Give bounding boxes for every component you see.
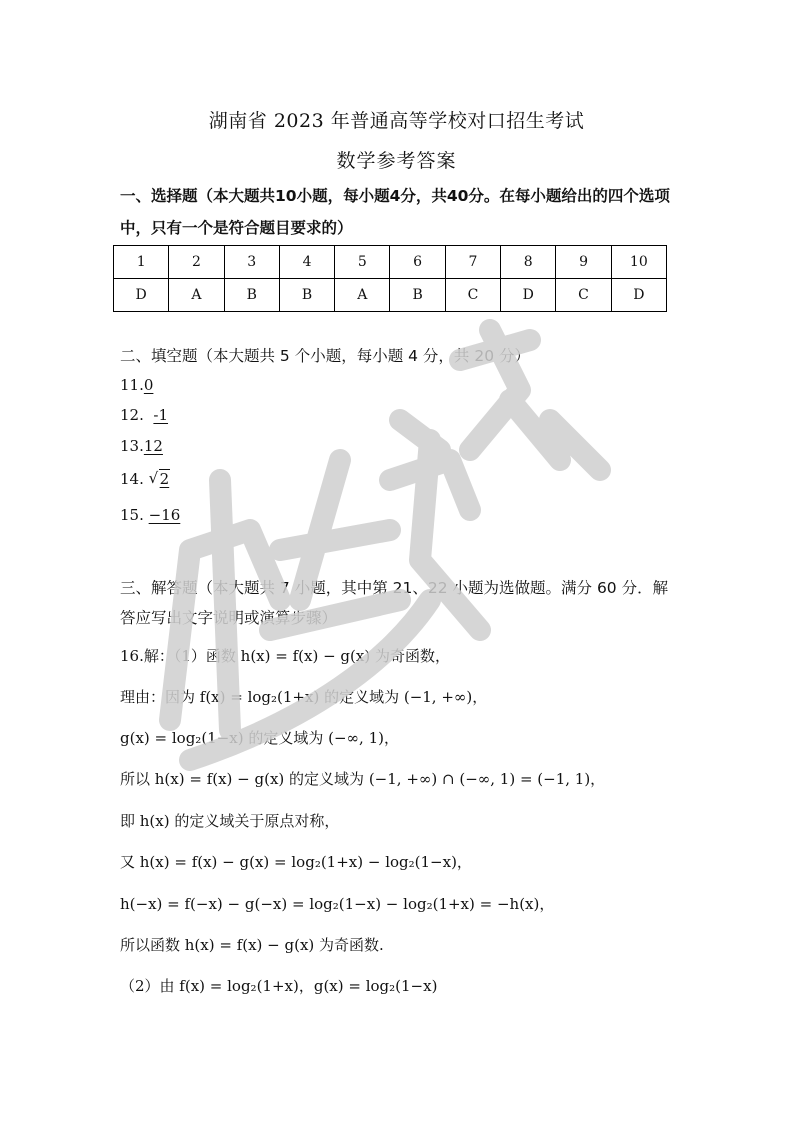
answer-cell: D: [501, 279, 556, 312]
solution-line: 又 h(x) = f(x) − g(x) = log₂(1+x) − log₂(1−x)，: [120, 853, 472, 871]
question-number-cell: 8: [501, 246, 556, 279]
watermark-calligraphy: [130, 300, 690, 780]
section3-heading-line1: 三、解答题（本大题共 7 小题，其中第 21、22 小题为选做题。满分 60 分．解: [120, 579, 669, 597]
question-number-cell: 1: [114, 246, 169, 279]
solution-line: 所以 h(x) = f(x) − g(x) 的定义域为 (−1, +∞) ∩ (−∞, 1) = (−1, 1)，: [120, 770, 606, 788]
question-number-cell: 6: [390, 246, 445, 279]
answer-table: [113, 245, 667, 312]
answer-cell: A: [169, 279, 224, 312]
answer-cell: B: [224, 279, 279, 312]
question-number-cell: 2: [169, 246, 224, 279]
fill-number: 13.: [120, 437, 144, 455]
fill-value: 0: [143, 376, 154, 394]
answer-table-number-row: [114, 246, 667, 279]
fill-answer-12: [120, 406, 168, 424]
question-number-cell: 3: [224, 246, 279, 279]
fill-number: 12.: [120, 406, 144, 424]
solution-line: h(−x) = f(−x) − g(−x) = log₂(1−x) − log₂(1+x) = −h(x)，: [120, 895, 555, 913]
fill-answer-14: [120, 470, 170, 488]
fill-number: 11.: [120, 376, 144, 394]
answer-table-answer-row: [114, 279, 667, 312]
fill-value: −16: [148, 506, 181, 524]
fill-number: 15.: [120, 506, 144, 524]
fill-number: 14.: [120, 470, 144, 488]
answer-cell: A: [335, 279, 390, 312]
fill-value: -1: [153, 406, 169, 424]
solution-line: 16.解：（1）函数 h(x) = f(x) − g(x) 为奇函数，: [120, 647, 450, 665]
section1-heading-line1: 一、选择题（本大题共10小题，每小题4分，共40分。在每小题给出的四个选项: [120, 187, 670, 205]
section2-heading: 二、填空题（本大题共 5 个小题，每小题 4 分，共 20 分）: [120, 347, 531, 365]
answer-cell: B: [279, 279, 334, 312]
section1-heading-line2: 中，只有一个是符合题目要求的）: [120, 219, 353, 237]
answer-cell: B: [390, 279, 445, 312]
solution-line: 所以函数 h(x) = f(x) − g(x) 为奇函数.: [120, 936, 384, 954]
answer-cell: D: [114, 279, 169, 312]
question-number-cell: 4: [279, 246, 334, 279]
fill-value: 12: [143, 437, 163, 455]
answer-cell: D: [611, 279, 666, 312]
fill-value: 2: [159, 470, 170, 488]
question-number-cell: 7: [445, 246, 500, 279]
answer-cell: C: [556, 279, 611, 312]
fill-answer-15: [120, 506, 180, 524]
fill-answer-13: [120, 437, 163, 455]
sqrt-expression: [149, 470, 171, 488]
page-title: 湖南省 2023 年普通高等学校对口招生考试: [208, 110, 585, 132]
section3-heading-line2: 答应写出文字说明或演算步骤）: [120, 609, 338, 627]
question-number-cell: 9: [556, 246, 611, 279]
solution-line: g(x) = log₂(1−x) 的定义域为 (−∞, 1)，: [120, 729, 399, 747]
solution-line: 即 h(x) 的定义域关于原点对称，: [120, 812, 340, 830]
question-number-cell: 5: [335, 246, 390, 279]
question-number-cell: 10: [611, 246, 666, 279]
fill-answer-11: [120, 376, 153, 394]
page-subtitle: 数学参考答案: [336, 150, 457, 172]
solution-line: （2）由 f(x) = log₂(1+x)，g(x) = log₂(1−x): [120, 977, 438, 995]
answer-cell: C: [445, 279, 500, 312]
solution-line: 理由：因为 f(x) = log₂(1+x) 的定义域为 (−1, +∞)，: [120, 688, 488, 706]
